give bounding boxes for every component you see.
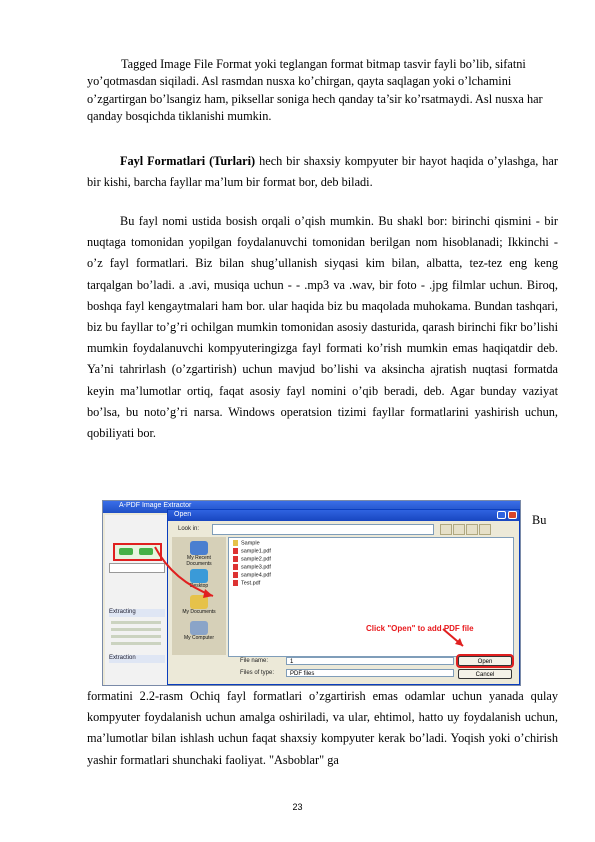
paragraph-file-formats <box>87 151 558 193</box>
arrow-to-dialog <box>155 547 213 596</box>
place-label: My Computer <box>183 635 214 641</box>
place-label: My Recent Documents <box>186 555 212 567</box>
file-name-label: File name: <box>240 658 269 664</box>
place-label: Desktop <box>189 583 209 589</box>
heading-file-formats: Fayl Formatlari (Turlari) <box>120 154 256 168</box>
text-fragment: Bu <box>532 513 547 527</box>
look-in-label: Look in: <box>178 526 200 532</box>
dialog-title: Open <box>174 511 192 518</box>
arrowhead-icon <box>203 589 213 598</box>
figure-screenshot <box>102 500 521 686</box>
open-button[interactable]: Open <box>458 656 512 666</box>
cancel-button[interactable]: Cancel <box>458 669 512 679</box>
place-label: My Documents <box>182 609 216 615</box>
page-number: 23 <box>292 802 303 812</box>
list-item[interactable]: Sample <box>233 540 260 547</box>
file-type-select[interactable]: PDF files <box>286 669 454 677</box>
app-title: A-PDF Image Extractor <box>119 502 192 509</box>
list-item[interactable]: sample1.pdf <box>233 548 271 555</box>
left-section-extracting: Extracting <box>109 609 165 617</box>
file-name-input[interactable]: 1 <box>286 657 454 665</box>
file-type-label: Files of type: <box>240 670 275 676</box>
list-item[interactable]: sample3.pdf <box>233 564 271 571</box>
annotation-text: Click "Open" to add PDF file <box>366 624 474 633</box>
paragraph-tiff: Tagged Image File Format yoki teglangan format bitmap tasvir fayli bo’lib, sifatni yo’qotmasdan siqiladi. Asl rasmdan nusxa ko’chirgan, qayta saqlagan yoki o’lchamini o’zgartirgan bo’lsangiz ham, piksellar soniga hech qanday ta’sir ko’rsatmaydi. Asl nusxa har qanday bosqichda tiklanishi mumkin. <box>87 57 543 124</box>
paragraph-file-name: Bu fayl nomi ustida bosish orqali o’qish mumkin. Bu shakl bor: birinchi qismini - bir nuqtaga tomonidan yopilgan foydalanuvchi tomonidan berilgan nom hisoblanadi; Ikkinchi - o’z fayl formatlari. Biz bilan shug’ullanish siyqasi kim bilan, albatta, tez-tez eng keng tarqalgan bo’ladi. a .avi, musiqa uchun - - .mp3 va .wav, bir foto - .jpg filmlar uchun. Biroq, boshqa fayl kengaytmalari ham bor. ular haqida biz bu maqolada muhokama. Bundan tashqari, biz bu fayllar to’g’ri ochilgan mumkin tomonidan asosiy dasturida, qarash birinchi fikr bo’lishi mumkin foydalanuvchi kompyuteringizga fayl formati ko’rish mumkin emas haqiqatdir deb. Ya’ni tahrirlash (o’zgartirish) uchun mavjud bo’lishi va aksincha ajratish nuqtasi formatda keyin ma’lumotlar ortiq, faqat asosiy fayl nomini o’qib beradi, deb. Agar bunday vaziyat bo’lsa, bu noto’g’ri narsa. Windows operatsion tizimi fayllar formatlarini yashirish uchun, qobiliyati bor. <box>87 214 558 441</box>
left-section-extraction: Extraction <box>109 655 165 663</box>
list-item[interactable]: sample2.pdf <box>233 556 271 563</box>
list-item[interactable]: Test.pdf <box>233 580 260 587</box>
list-item[interactable]: sample4.pdf <box>233 572 271 579</box>
annotation-arrows <box>103 501 521 686</box>
paragraph-formats-continued: formatini 2.2-rasm Ochiq fayl formatlari o’zgartirish emas odamlar uchun yanada qulay kompyuter foydalanish uchun amalga oshiriladi, va ular, ehtimol, hatto uy foydalanish uchun, ma’lumotlar bilan ishlash uchun faqat shaxsiy kompyuter kerak bo’ladi. Yoqish yoki o’chirish yashir formatlari shunchaki faoliyat. "Asboblar" ga <box>87 689 558 767</box>
paragraph-file-formats-text: hech bir shaxsiy kompyuter bir hayot haqida o’ylashga, har bir kishi, barcha fayllar ma’lum bir format bor, deb biladi. <box>87 154 558 190</box>
